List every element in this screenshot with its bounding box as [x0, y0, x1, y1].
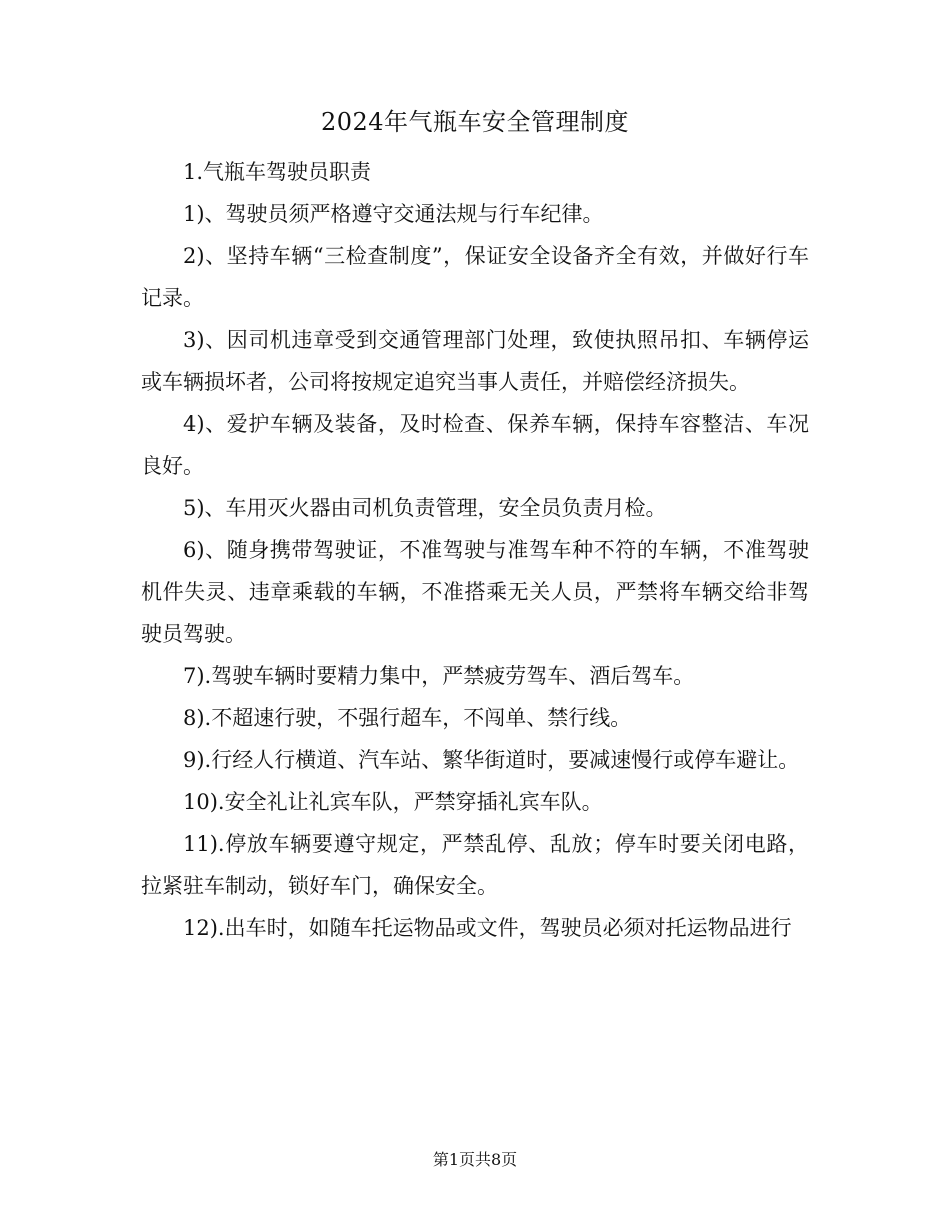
paragraph-1: 1.气瓶车驾驶员职责: [183, 160, 372, 184]
paragraph-3: 2)、坚持车辆“三检查制度”，保证安全设备齐全有效，并做好行车记录。: [141, 244, 809, 310]
paragraph-12: 11).停放车辆要遵守规定，严禁乱停、乱放；停车时要关闭电路，拉紧驻车制动，锁好车门，确保安全。: [141, 832, 809, 898]
paragraph-11: 10).安全礼让礼宾车队，严禁穿插礼宾车队。: [183, 790, 603, 814]
paragraph-8: 7).驾驶车辆时要精力集中，严禁疲劳驾车、酒后驾车。: [183, 664, 695, 688]
page-number-footer: 第1页共8页: [432, 1150, 518, 1169]
paragraph-6: 5)、车用灭火器由司机负责管理，安全员负责月检。: [183, 496, 667, 520]
paragraph-10: 9).行经人行横道、汽车站、繁华街道时，要减速慢行或停车避让。: [183, 748, 800, 772]
paragraph-7: 6)、随身携带驾驶证，不准驾驶与准驾车种不符的车辆，不准驾驶机件失灵、违章乘载的车辆，不准搭乘无关人员，严禁将车辆交给非驾驶员驾驶。: [141, 538, 809, 646]
paragraph-2: 1)、驾驶员须严格遵守交通法规与行车纪律。: [183, 202, 604, 226]
paragraph-5: 4)、爱护车辆及装备，及时检查、保养车辆，保持车容整洁、车况良好。: [141, 412, 809, 478]
paragraph-13: 12).出车时，如随车托运物品或文件，驾驶员必须对托运物品进行: [183, 916, 792, 940]
document-title: 2024年气瓶车安全管理制度: [320, 108, 630, 136]
paragraph-9: 8).不超速行驶，不强行超车，不闯单、禁行线。: [183, 706, 632, 730]
document-body: [141, 151, 809, 949]
paragraph-4: 3)、因司机违章受到交通管理部门处理，致使执照吊扣、车辆停运或车辆损坏者，公司将按规定追究当事人责任，并赔偿经济损失。: [141, 328, 809, 394]
